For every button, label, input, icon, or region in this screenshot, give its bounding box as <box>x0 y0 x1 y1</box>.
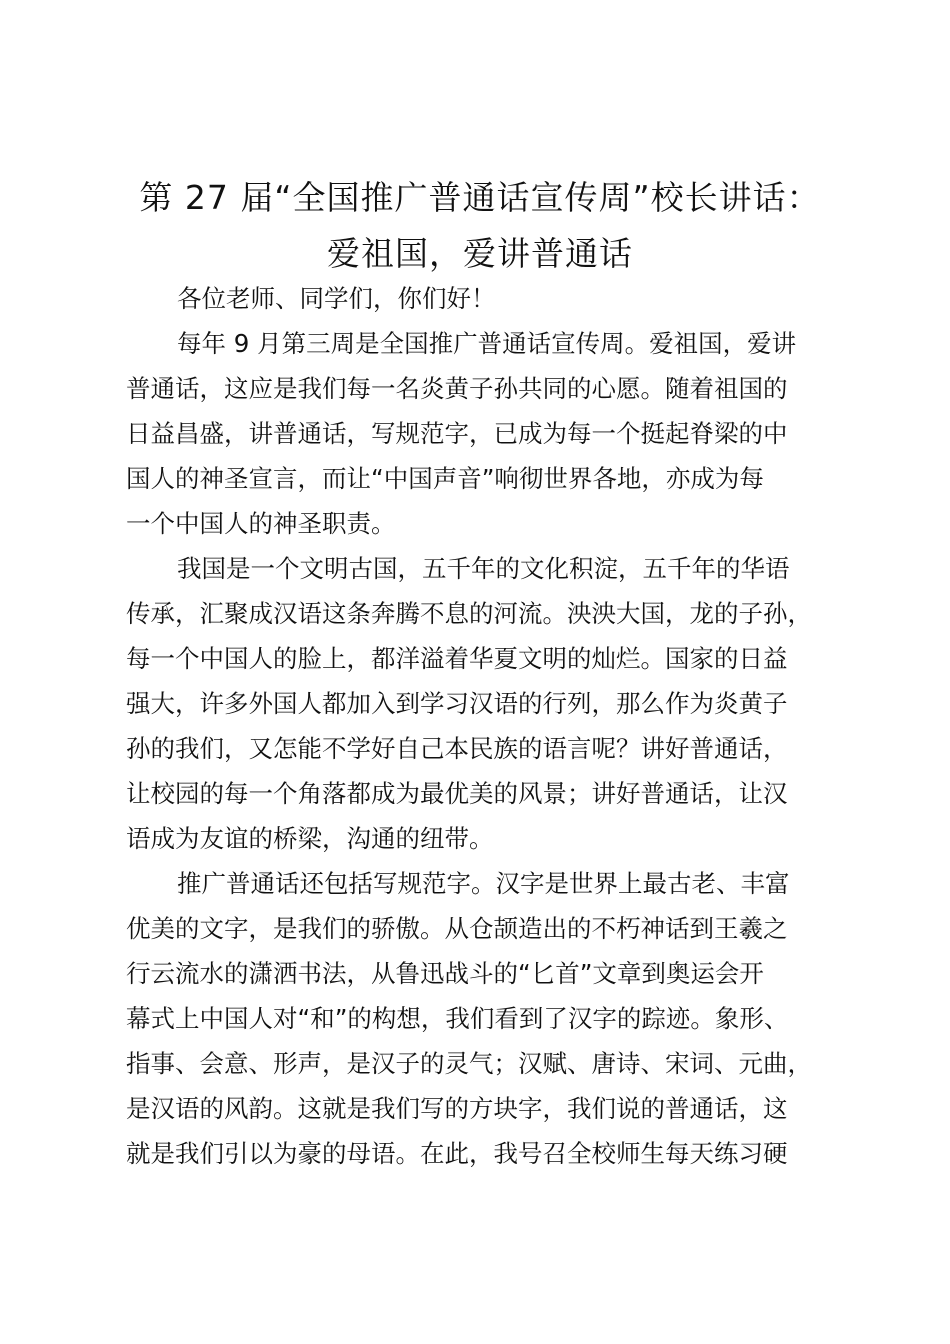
body-line: 我国是一个文明古国，五千年的文化积淀，五千年的华语 <box>177 554 790 583</box>
title-line: 爱祖国，爱讲普通话 <box>327 234 633 273</box>
title-line: 第 27 届“全国推广普通话宣传周”校长讲话： <box>139 178 821 217</box>
body-line: 幕式上中国人对“和”的构想，我们看到了汉字的踪迹。象形、 <box>126 1004 789 1033</box>
body-line: 优美的文字，是我们的骄傲。从仓颉造出的不朽神话到王羲之 <box>126 914 788 943</box>
body-line: 普通话，这应是我们每一名炎黄子孙共同的心愿。随着祖国的 <box>126 374 788 403</box>
body-line: 强大，许多外国人都加入到学习汉语的行列，那么作为炎黄子 <box>126 689 788 718</box>
body-line: 每年 9 月第三周是全国推广普通话宣传周。爱祖国，爱讲 <box>177 329 797 358</box>
document-title <box>100 170 860 282</box>
body-line: 一个中国人的神圣职责。 <box>126 509 396 538</box>
body-line: 每一个中国人的脸上，都洋溢着华夏文明的灿烂。国家的日益 <box>126 644 788 673</box>
body-line: 语成为友谊的桥梁，沟通的纽带。 <box>126 824 494 853</box>
body-line: 指事、会意、形声，是汉子的灵气；汉赋、唐诗、宋词、元曲， <box>126 1049 812 1078</box>
body-line: 是汉语的风韵。这就是我们写的方块字，我们说的普通话，这 <box>126 1094 788 1123</box>
body-line: 行云流水的潇洒书法，从鲁迅战斗的“匕首”文章到奥运会开 <box>126 959 764 988</box>
body-line: 国人的神圣宣言，而让“中国声音”响彻世界各地，亦成为每 <box>126 464 764 493</box>
document-body <box>126 276 840 1176</box>
body-line: 传承，汇聚成汉语这条奔腾不息的河流。泱泱大国，龙的子孙， <box>126 599 812 628</box>
body-line: 让校园的每一个角落都成为最优美的风景；讲好普通话，让汉 <box>126 779 788 808</box>
body-line: 推广普通话还包括写规范字。汉字是世界上最古老、丰富 <box>177 869 790 898</box>
body-line: 孙的我们，又怎能不学好自己本民族的语言呢？讲好普通话， <box>126 734 788 763</box>
body-line: 日益昌盛，讲普通话，写规范字，已成为每一个挺起脊梁的中 <box>126 419 788 448</box>
body-line: 各位老师、同学们，你们好！ <box>177 284 496 313</box>
body-line: 就是我们引以为豪的母语。在此，我号召全校师生每天练习硬 <box>126 1139 788 1168</box>
